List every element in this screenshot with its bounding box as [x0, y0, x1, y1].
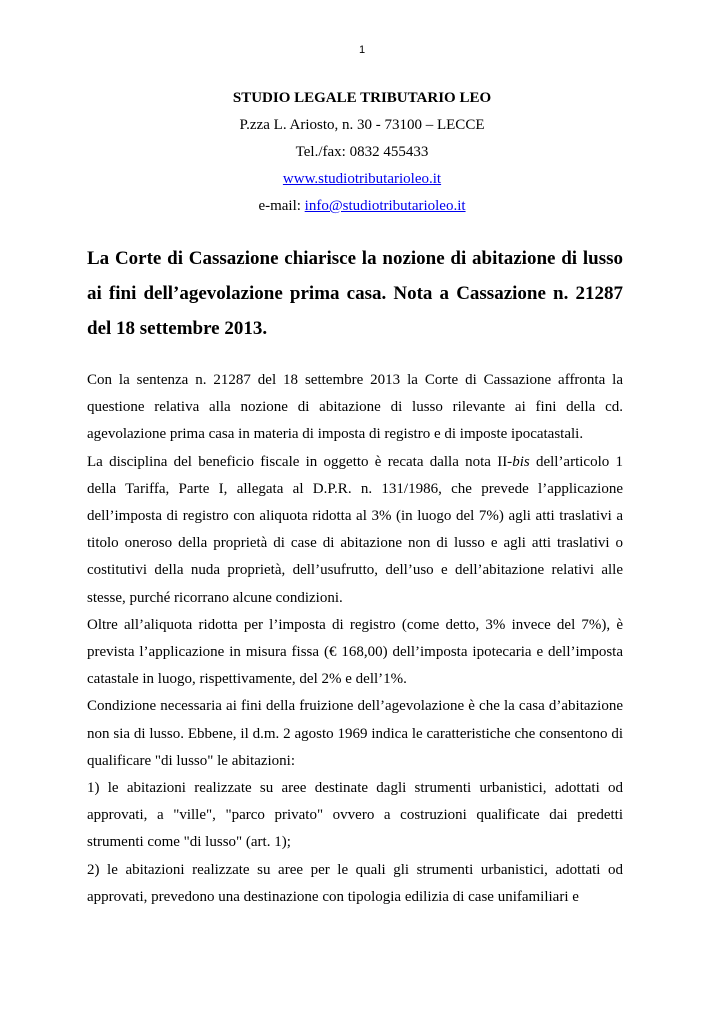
- paragraph-condition: Condizione necessaria ai fini della fruizione dell’agevolazione è che la casa d’abitazione non sia di lusso. Ebbene, il d.m. 2 agosto 1969 indica le caratteristiche che consentono di qualificare "di lusso" le abitazioni:: [87, 698, 623, 769]
- firm-phone: Tel./fax: 0832 455433: [295, 144, 429, 160]
- email-label: e-mail:: [258, 198, 305, 214]
- paragraph-discipline-text-end: dell’articolo 1 della Tariffa, Parte I, allegata al D.P.R. n. 131/1986, che prevede l’applicazione dell’imposta di registro con aliquota ridotta al 3% (in luogo del 7%) agli atti traslativi a titolo oneroso della proprietà di case di abitazione non di lusso e agli atti traslativi o costitutivi della nuda proprietà, dell’usufrutto, dell’uso e dell’abitazione relativi alle stesse, purché ricorrano alcune condizioni.: [87, 453, 623, 606]
- list-item-2: 2) le abitazioni realizzate su aree per le quali gli strumenti urbanistici, adottati od approvati, prevedono una destinazione con tipologia edilizia di case unifamiliari e: [87, 861, 623, 905]
- website-link[interactable]: www.studiotributarioleo.it: [282, 171, 442, 187]
- paragraph-discipline-text-start: La disciplina del beneficio fiscale in oggetto è recata dalla nota II-: [87, 453, 513, 470]
- list-item-1: 1) le abitazioni realizzate su aree destinate dagli strumenti urbanistici, adottati od approvati, a "ville", "parco privato" ovvero a costruzioni qualificate dai predetti strumenti come "di lusso" (art. 1);: [87, 780, 623, 851]
- website-line: [0, 166, 724, 193]
- document-body: [87, 367, 623, 911]
- email-link[interactable]: info@studiotributarioleo.it: [304, 198, 466, 214]
- firm-name: STUDIO LEGALE TRIBUTARIO LEO: [232, 90, 492, 106]
- paragraph-rates: Oltre all’aliquota ridotta per l’imposta di registro (come detto, 3% invece del 7%), è prevista l’applicazione in misura fissa (€ 168,00) dell’imposta ipotecaria e dell’imposta catastale in luogo, rispettivamente, del 2% e dell’1%.: [87, 616, 623, 688]
- email-line: [0, 193, 724, 220]
- document-title: La Corte di Cassazione chiarisce la nozione di abitazione di lusso ai fini dell’agevolazione prima casa. Nota a Cassazione n. 21287 del 18 settembre 2013.: [87, 248, 623, 339]
- page-number: 1: [358, 44, 366, 56]
- letterhead: [0, 85, 724, 220]
- paragraph-discipline: [87, 449, 623, 612]
- firm-address: P.zza L. Ariosto, n. 30 - 73100 – LECCE: [239, 117, 485, 133]
- paragraph-intro: Con la sentenza n. 21287 del 18 settembre 2013 la Corte di Cassazione affronta la questione relativa alla nozione di abitazione di lusso rilevante ai fini della cd. agevolazione prima casa in materia di imposta di registro e di imposte ipocatastali.: [87, 372, 623, 443]
- italic-term: bis: [512, 453, 530, 470]
